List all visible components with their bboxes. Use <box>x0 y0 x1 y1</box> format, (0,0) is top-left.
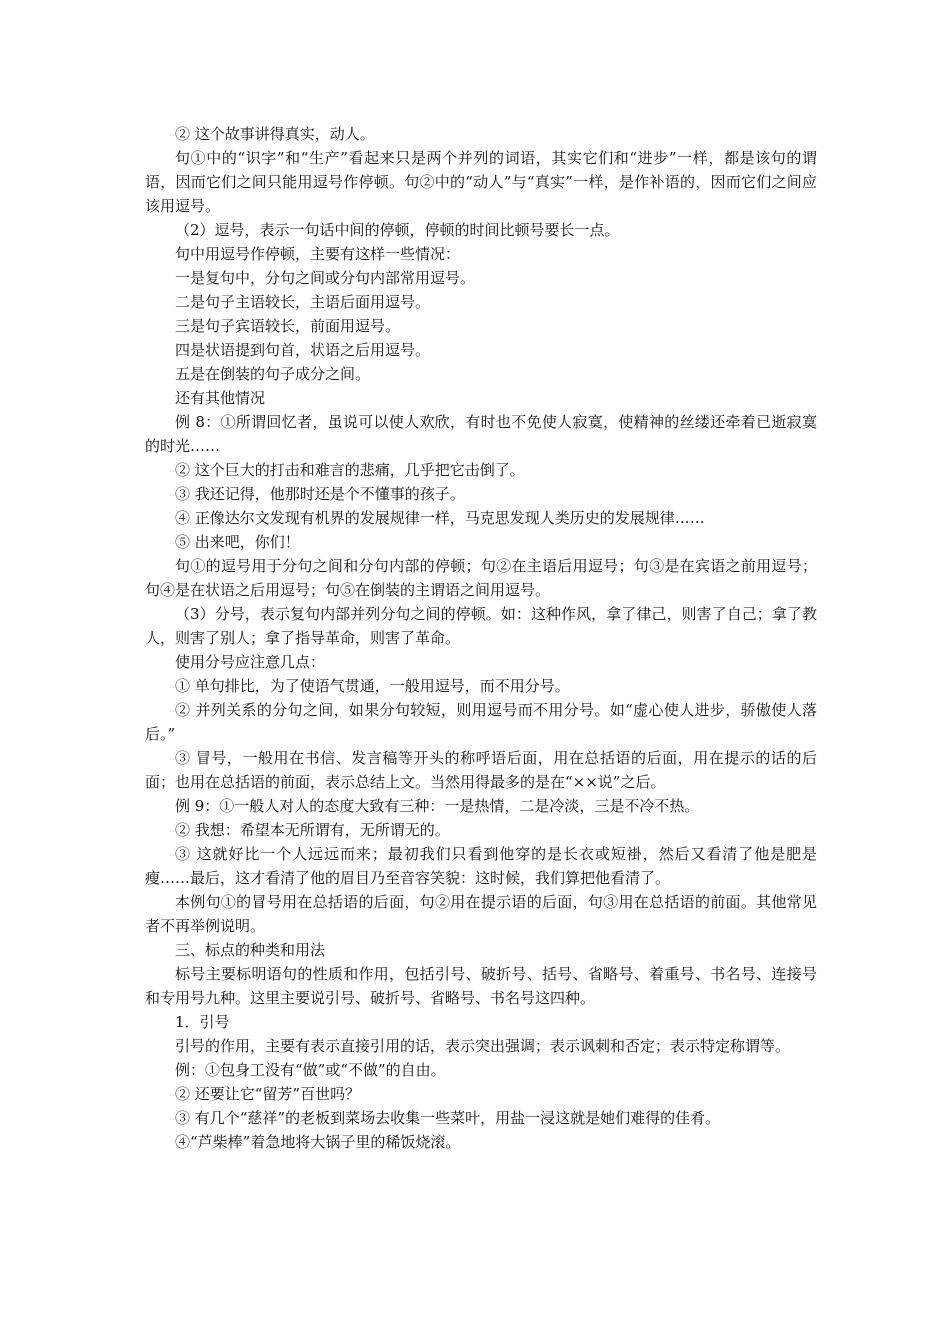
paragraph: 四是状语提到句首，状语之后用逗号。 <box>175 341 431 359</box>
paragraph: ⑤ 出来吧，你们！ <box>175 533 300 551</box>
paragraph: 引号的作用，主要有表示直接引用的话，表示突出强调；表示讽刺和否定；表示特定称谓等。 <box>175 1037 791 1055</box>
paragraph: ② 还要让它“留芳”百世吗？ <box>175 1085 361 1103</box>
paragraph: ③ 冒号，一般用在书信、发言稿等开头的称呼语后面，用在总括语的后面，用在提示的话的后面；也用在总括语的前面，表示总结上文。当然用得最多的是在“××说”之后。 <box>145 749 817 791</box>
paragraph: 例：①包身工没有“做”或“不做”的自由。 <box>175 1061 446 1079</box>
paragraph: （3）分号，表示复句内部并列分句之间的停顿。如：这种作风，拿了律己，则害了自己；拿了教人，则害了别人；拿了指导革命，则害了革命。 <box>145 605 817 647</box>
paragraph: 句①的逗号用于分句之间和分句内部的停顿；句②在主语后用逗号；句③是在宾语之前用逗号；句④是在状语之后用逗号；句⑤在倒装的主谓语之间用逗号。 <box>145 557 817 599</box>
paragraph: 句中用逗号作停顿，主要有这样一些情况： <box>175 245 461 263</box>
paragraph: ③ 有几个“慈祥”的老板到菜场去收集一些菜叶，用盐一浸这就是她们难得的佳肴。 <box>175 1109 721 1127</box>
paragraph: 还有其他情况 <box>175 389 266 407</box>
paragraph: 使用分号应注意几点： <box>175 653 326 671</box>
paragraph: ③ 我还记得，他那时还是个不懂事的孩子。 <box>175 485 465 503</box>
paragraph: 例 9：①一般人对人的态度大致有三种：一是热情，二是冷淡，三是不冷不热。 <box>175 797 700 815</box>
paragraph: ② 这个巨大的打击和难言的悲痛，几乎把它击倒了。 <box>175 461 525 479</box>
paragraph: 例 8：①所谓回忆者，虽说可以使人欢欣，有时也不免使人寂寞，使精神的丝缕还牵着已逝寂寞的时光…… <box>145 413 817 455</box>
paragraph: ③ 这就好比一个人远远而来；最初我们只看到他穿的是长衣或短褂，然后又看清了他是肥是瘦……最后，这才看清了他的眉目乃至音容笑貌：这时候，我们算把他看清了。 <box>145 845 817 887</box>
paragraph: ② 这个故事讲得真实，动人。 <box>175 125 375 143</box>
paragraph: ④“芦柴棒”着急地将大锅子里的稀饭烧滚。 <box>175 1133 461 1151</box>
paragraph: 标号主要标明语句的性质和作用，包括引号、破折号、括号、省略号、着重号、书名号、连接号和专用号九种。这里主要说引号、破折号、省略号、书名号这四种。 <box>145 965 817 1007</box>
document-body <box>145 122 817 1154</box>
paragraph: 三是句子宾语较长，前面用逗号。 <box>175 317 401 335</box>
paragraph: 一是复句中，分句之间或分句内部常用逗号。 <box>175 269 476 287</box>
paragraph: ② 并列关系的分句之间，如果分句较短，则用逗号而不用分号。如“虚心使人进步，骄傲使人落后。” <box>145 701 817 743</box>
paragraph: ② 我想：希望本无所谓有，无所谓无的。 <box>175 821 450 839</box>
paragraph: （2）逗号，表示一句话中间的停顿，停顿的时间比顿号要长一点。 <box>175 221 620 239</box>
paragraph: 本例句①的冒号用在总括语的后面，句②用在提示语的后面，句③用在总括语的前面。其他常见者不再举例说明。 <box>145 893 817 935</box>
paragraph: ① 单句排比，为了使语气贯通，一般用逗号，而不用分号。 <box>175 677 570 695</box>
paragraph: ④ 正像达尔文发现有机界的发展规律一样，马克思发现人类历史的发展规律…… <box>175 509 705 527</box>
paragraph: 五是在倒装的句子成分之间。 <box>175 365 371 383</box>
paragraph: 二是句子主语较长，主语后面用逗号。 <box>175 293 431 311</box>
paragraph: 句①中的“识字”和“生产”看起来只是两个并列的词语，其实它们和“进步”一样，都是该句的谓语，因而它们之间只能用逗号作停顿。句②中的“动人”与“真实”一样，是作补语的，因而它们之间应该用逗号。 <box>145 149 817 215</box>
subsection-heading: 1．引号 <box>175 1013 230 1031</box>
section-heading: 三、标点的种类和用法 <box>175 941 326 959</box>
